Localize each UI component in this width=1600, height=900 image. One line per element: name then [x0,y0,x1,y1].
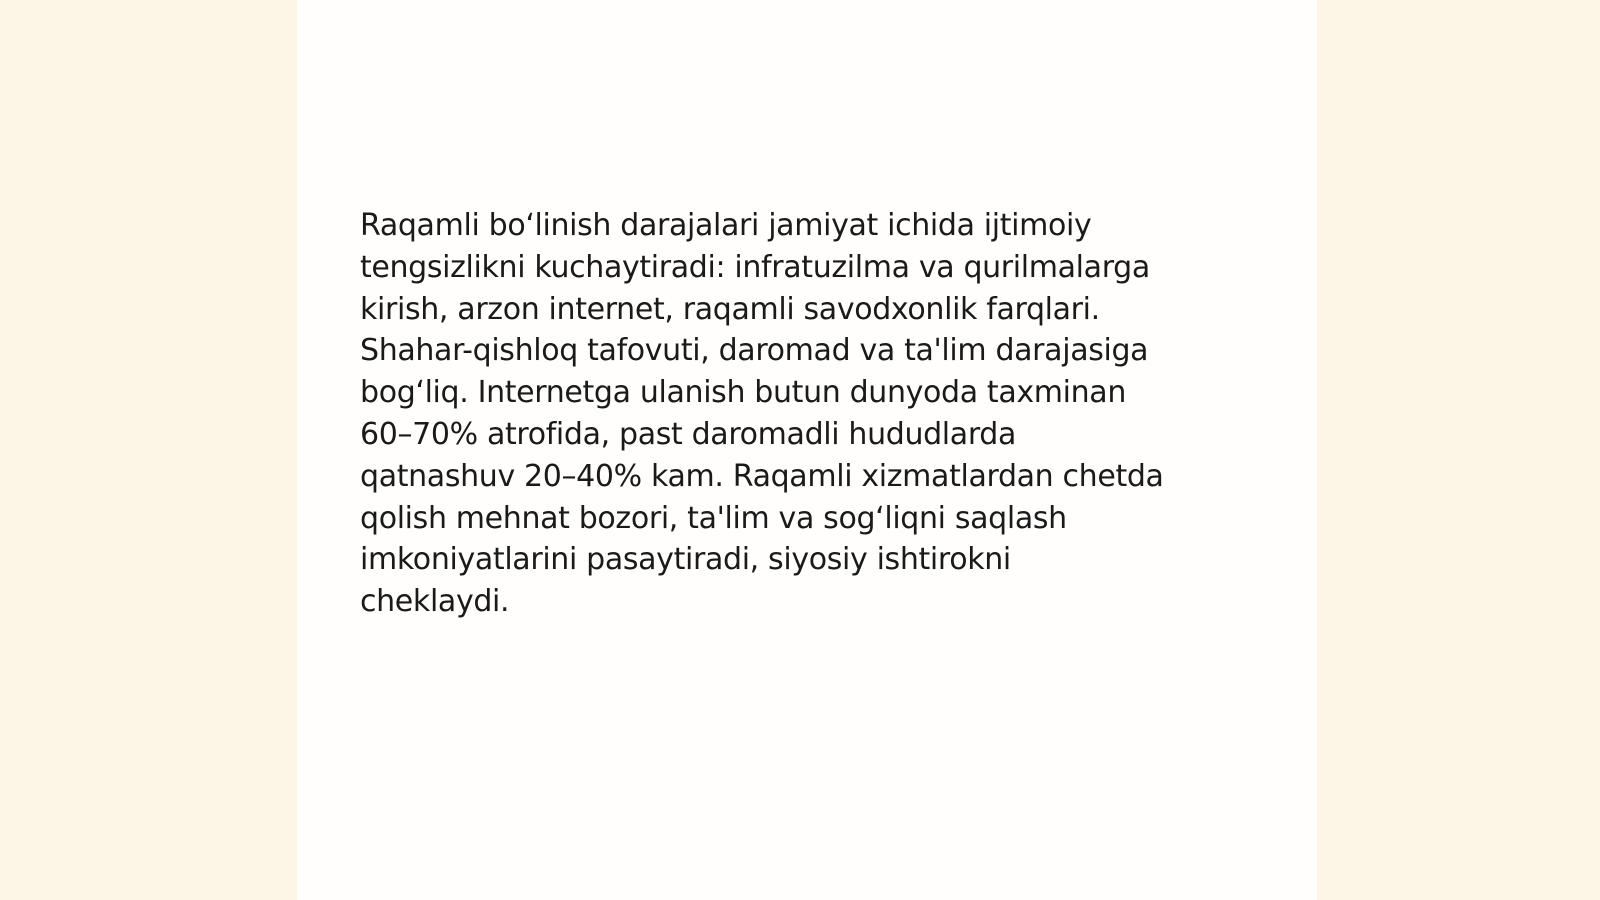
body-paragraph: Raqamli bo‘linish darajalari jamiyat ichida ijtimoiy tengsizlikni kuchaytiradi: infratuzilma va qurilmalarga kirish, arzon internet, raqamli savodxonlik farqlari. Shahar-qishloq tafovuti, daromad va ta'lim darajasiga bog‘liq. Internetga ulanish butun dunyoda taxminan 60–70% atrofida, past daromadli hududlarda qatnashuv 20–40% kam. Raqamli xizmatlardan chetda qolish mehnat bozori, ta'lim va sog‘liqni saqlash imkoniyatlarini pasaytiradi, siyosiy ishtirokni cheklaydi. [360,208,1164,620]
document-page [297,0,1317,900]
